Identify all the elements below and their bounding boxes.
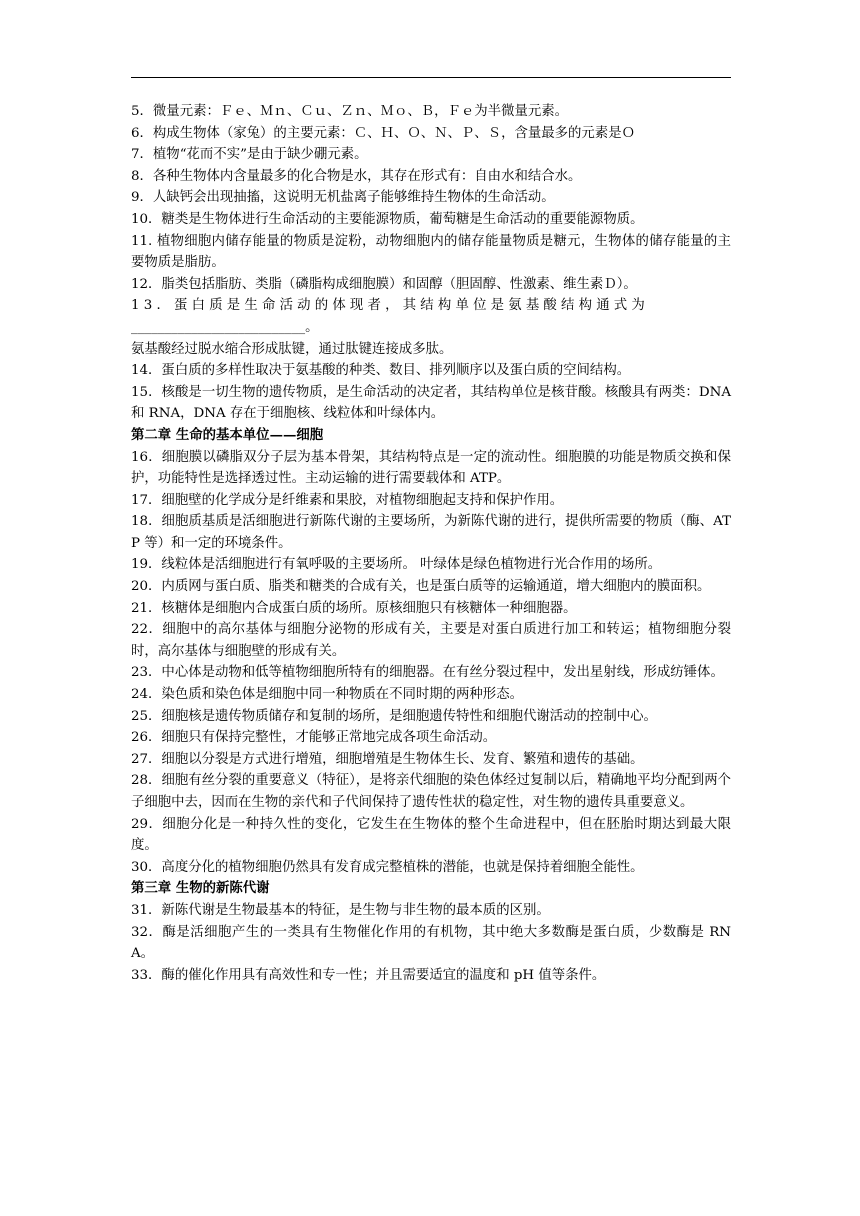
paragraph-line: 12．脂类包括脂肪、类脂（磷脂构成细胞膜）和固醇（胆固醇、性激素、维生素Ｄ）。 <box>131 276 637 292</box>
paragraph-line: 10．糖类是生物体进行生命活动的主要能源物质，葡萄糖是生命活动的重要能源物质。 <box>131 211 644 227</box>
paragraph-line: 6．构成生物体（家兔）的主要元素：Ｃ、Ｈ、Ｏ、Ｎ、Ｐ、Ｓ，含量最多的元素是Ｏ <box>131 125 635 141</box>
paragraph-line: 29．细胞分化是一种持久性的变化，它发生在生物体的整个生命进程中，但在胚胎时期达到最大限度。 <box>131 816 731 854</box>
paragraph-line: 17．细胞壁的化学成分是纤维素和果胶，对植物细胞起支持和保护作用。 <box>131 492 564 508</box>
paragraph-line: 28．细胞有丝分裂的重要意义（特征），是将亲代细胞的染色体经过复制以后，精确地平均分配到两个子细胞中去，因而在生物的亲代和子代间保持了遗传性状的稳定性，对生物的遗传具重要意义。 <box>131 773 731 810</box>
paragraph-line: 氨基酸经过脱水缩合形成肽键，通过肽键连接成多肽。 <box>131 341 453 357</box>
chapter-heading: 第三章 生物的新陈代谢 <box>131 880 270 897</box>
header-rule <box>131 77 731 78</box>
paragraph-line: 31．新陈代谢是生物最基本的特征，是生物与非生物的最本质的区别。 <box>131 902 550 918</box>
paragraph-line: 20．内质网与蛋白质、脂类和糖类的合成有关，也是蛋白质等的运输通道，增大细胞内的膜面积。 <box>131 579 711 595</box>
document-body <box>131 101 731 986</box>
paragraph-line: 22．细胞中的高尔基体与细胞分泌物的形成有关，主要是对蛋白质进行加工和转运；植物细胞分裂时，高尔基体与细胞壁的形成有关。 <box>131 622 731 659</box>
paragraph-line: 19．线粒体是活细胞进行有氧呼吸的主要场所。 叶绿体是绿色植物进行光合作用的场所。 <box>131 557 662 573</box>
paragraph-line: 32．酶是活细胞产生的一类具有生物催化作用的有机物，其中绝大多数酶是蛋白质，少数酶是 RNA。 <box>131 924 731 962</box>
paragraph-line: 13．蛋白质是生命活动的体现者，其结构单位是氨基酸结构通式为 <box>131 298 649 314</box>
paragraph-line: 16．细胞膜以磷脂双分子层为基本骨架，其结构特点是一定的流动性。细胞膜的功能是物质交换和保护，功能特性是选择透过性。主动运输的进行需要载体和 ATP。 <box>131 449 731 487</box>
paragraph-line: 18．细胞质基质是活细胞进行新陈代谢的主要场所，为新陈代谢的进行，提供所需要的物质（酶、ATP 等）和一定的环境条件。 <box>131 514 731 551</box>
paragraph-line: 24．染色质和染色体是细胞中同一种物质在不同时期的两种形态。 <box>131 687 523 703</box>
paragraph-line: 25．细胞核是遗传物质储存和复制的场所，是细胞遗传特性和细胞代谢活动的控制中心。 <box>131 708 657 724</box>
paragraph-line: 9．人缺钙会出现抽搐，这说明无机盐离子能够维持生物体的生命活动。 <box>131 190 555 206</box>
paragraph-line: 15．核酸是一切生物的遗传物质，是生命活动的决定者，其结构单位是核苷酸。核酸具有两类：DNA 和 RNA，DNA 存在于细胞核、线粒体和叶绿体内。 <box>131 384 731 422</box>
paragraph-line: 11. 植物细胞内储存能量的物质是淀粉，动物细胞内的储存能量物质是糖元，生物体的储存能量的主要物质是脂肪。 <box>131 233 731 271</box>
paragraph-line: 27．细胞以分裂是方式进行增殖，细胞增殖是生物体生长、发育、繁殖和遗传的基础。 <box>131 751 644 767</box>
paragraph-line: 30．高度分化的植物细胞仍然具有发育成完整植株的潜能，也就是保持着细胞全能性。 <box>131 859 644 875</box>
paragraph-line: 23．中心体是动物和低等植物细胞所特有的细胞器。在有丝分裂过程中，发出星射线，形成纺锤体。 <box>131 665 724 681</box>
paragraph-line: 14．蛋白质的多样性取决于氨基酸的种类、数目、排列顺序以及蛋白质的空间结构。 <box>131 363 631 379</box>
paragraph-line: 21．核糖体是细胞内合成蛋白质的场所。原核细胞只有核糖体一种细胞器。 <box>131 600 577 616</box>
paragraph-line: 5．微量元素：Ｆｅ、Ｍｎ、Ｃｕ、Ｚｎ、Ｍｏ、Ｂ，Ｆｅ为半微量元素。 <box>131 104 569 119</box>
paragraph-line: 7．植物“花而不实”是由于缺少硼元素。 <box>131 147 368 163</box>
paragraph-line: 8．各种生物体内含量最多的化合物是水，其存在形式有：自由水和结合水。 <box>131 168 582 184</box>
paragraph-line: 26．细胞只有保持完整性，才能够正常地完成各项生命活动。 <box>131 730 497 746</box>
chapter-heading: 第二章 生命的基本单位——细胞 <box>131 426 324 443</box>
paragraph-line: 33．酶的催化作用具有高效性和专一性；并且需要适宜的温度和 pH 值等条件。 <box>131 967 606 983</box>
paragraph-line: __________________________。 <box>131 319 319 335</box>
